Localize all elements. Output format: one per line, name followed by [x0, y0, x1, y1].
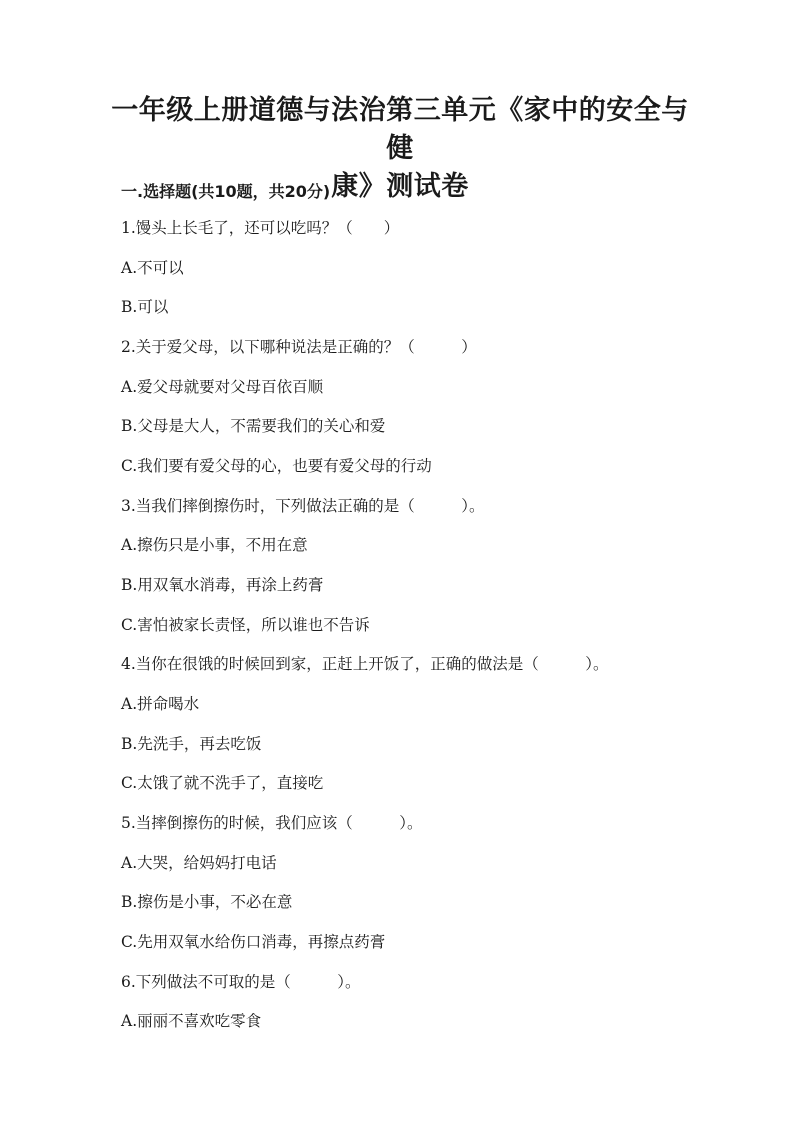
question-6-option-a: A.丽丽不喜欢吃零食 [121, 1012, 262, 1030]
question-1-option-a: A.不可以 [121, 259, 184, 277]
question-3-option-a: A.擦伤只是小事，不用在意 [121, 536, 308, 554]
question-3-option-b: B.用双氧水消毒，再涂上药膏 [121, 576, 324, 594]
title-line-1: 一年级上册道德与法治第三单元《家中的安全与健 [111, 95, 689, 164]
question-1: 1.馒头上长毛了，还可以吃吗？（ ） [121, 219, 400, 237]
question-5: 5.当摔倒擦伤的时候，我们应该（ ）。 [121, 814, 423, 832]
question-4-option-c: C.太饿了就不洗手了，直接吃 [121, 774, 324, 792]
question-2: 2.关于爱父母，以下哪种说法是正确的？（ ） [121, 338, 477, 356]
question-6: 6.下列做法不可取的是（ ）。 [121, 973, 361, 991]
question-3: 3.当我们摔倒擦伤时，下列做法正确的是（ ）。 [121, 497, 485, 515]
question-2-option-a: A.爱父母就要对父母百依百顺 [121, 378, 324, 396]
question-4: 4.当你在很饿的时候回到家，正赶上开饭了，正确的做法是（ ）。 [121, 655, 609, 673]
question-3-option-c: C.害怕被家长责怪，所以谁也不告诉 [121, 616, 370, 634]
question-4-option-b: B.先洗手，再去吃饭 [121, 735, 262, 753]
question-5-option-b: B.擦伤是小事，不必在意 [121, 893, 293, 911]
question-4-option-a: A.拼命喝水 [121, 695, 200, 713]
question-2-option-c: C.我们要有爱父母的心，也要有爱父母的行动 [121, 457, 432, 475]
section-heading: 一.选择题(共10题，共20分) [121, 182, 331, 201]
question-2-option-b: B.父母是大人，不需要我们的关心和爱 [121, 417, 386, 435]
title-line-2: 康》测试卷 [331, 171, 469, 202]
question-1-option-b: B.可以 [121, 298, 169, 316]
question-5-option-c: C.先用双氧水给伤口消毒，再擦点药膏 [121, 933, 386, 951]
question-5-option-a: A.大哭，给妈妈打电话 [121, 854, 277, 872]
